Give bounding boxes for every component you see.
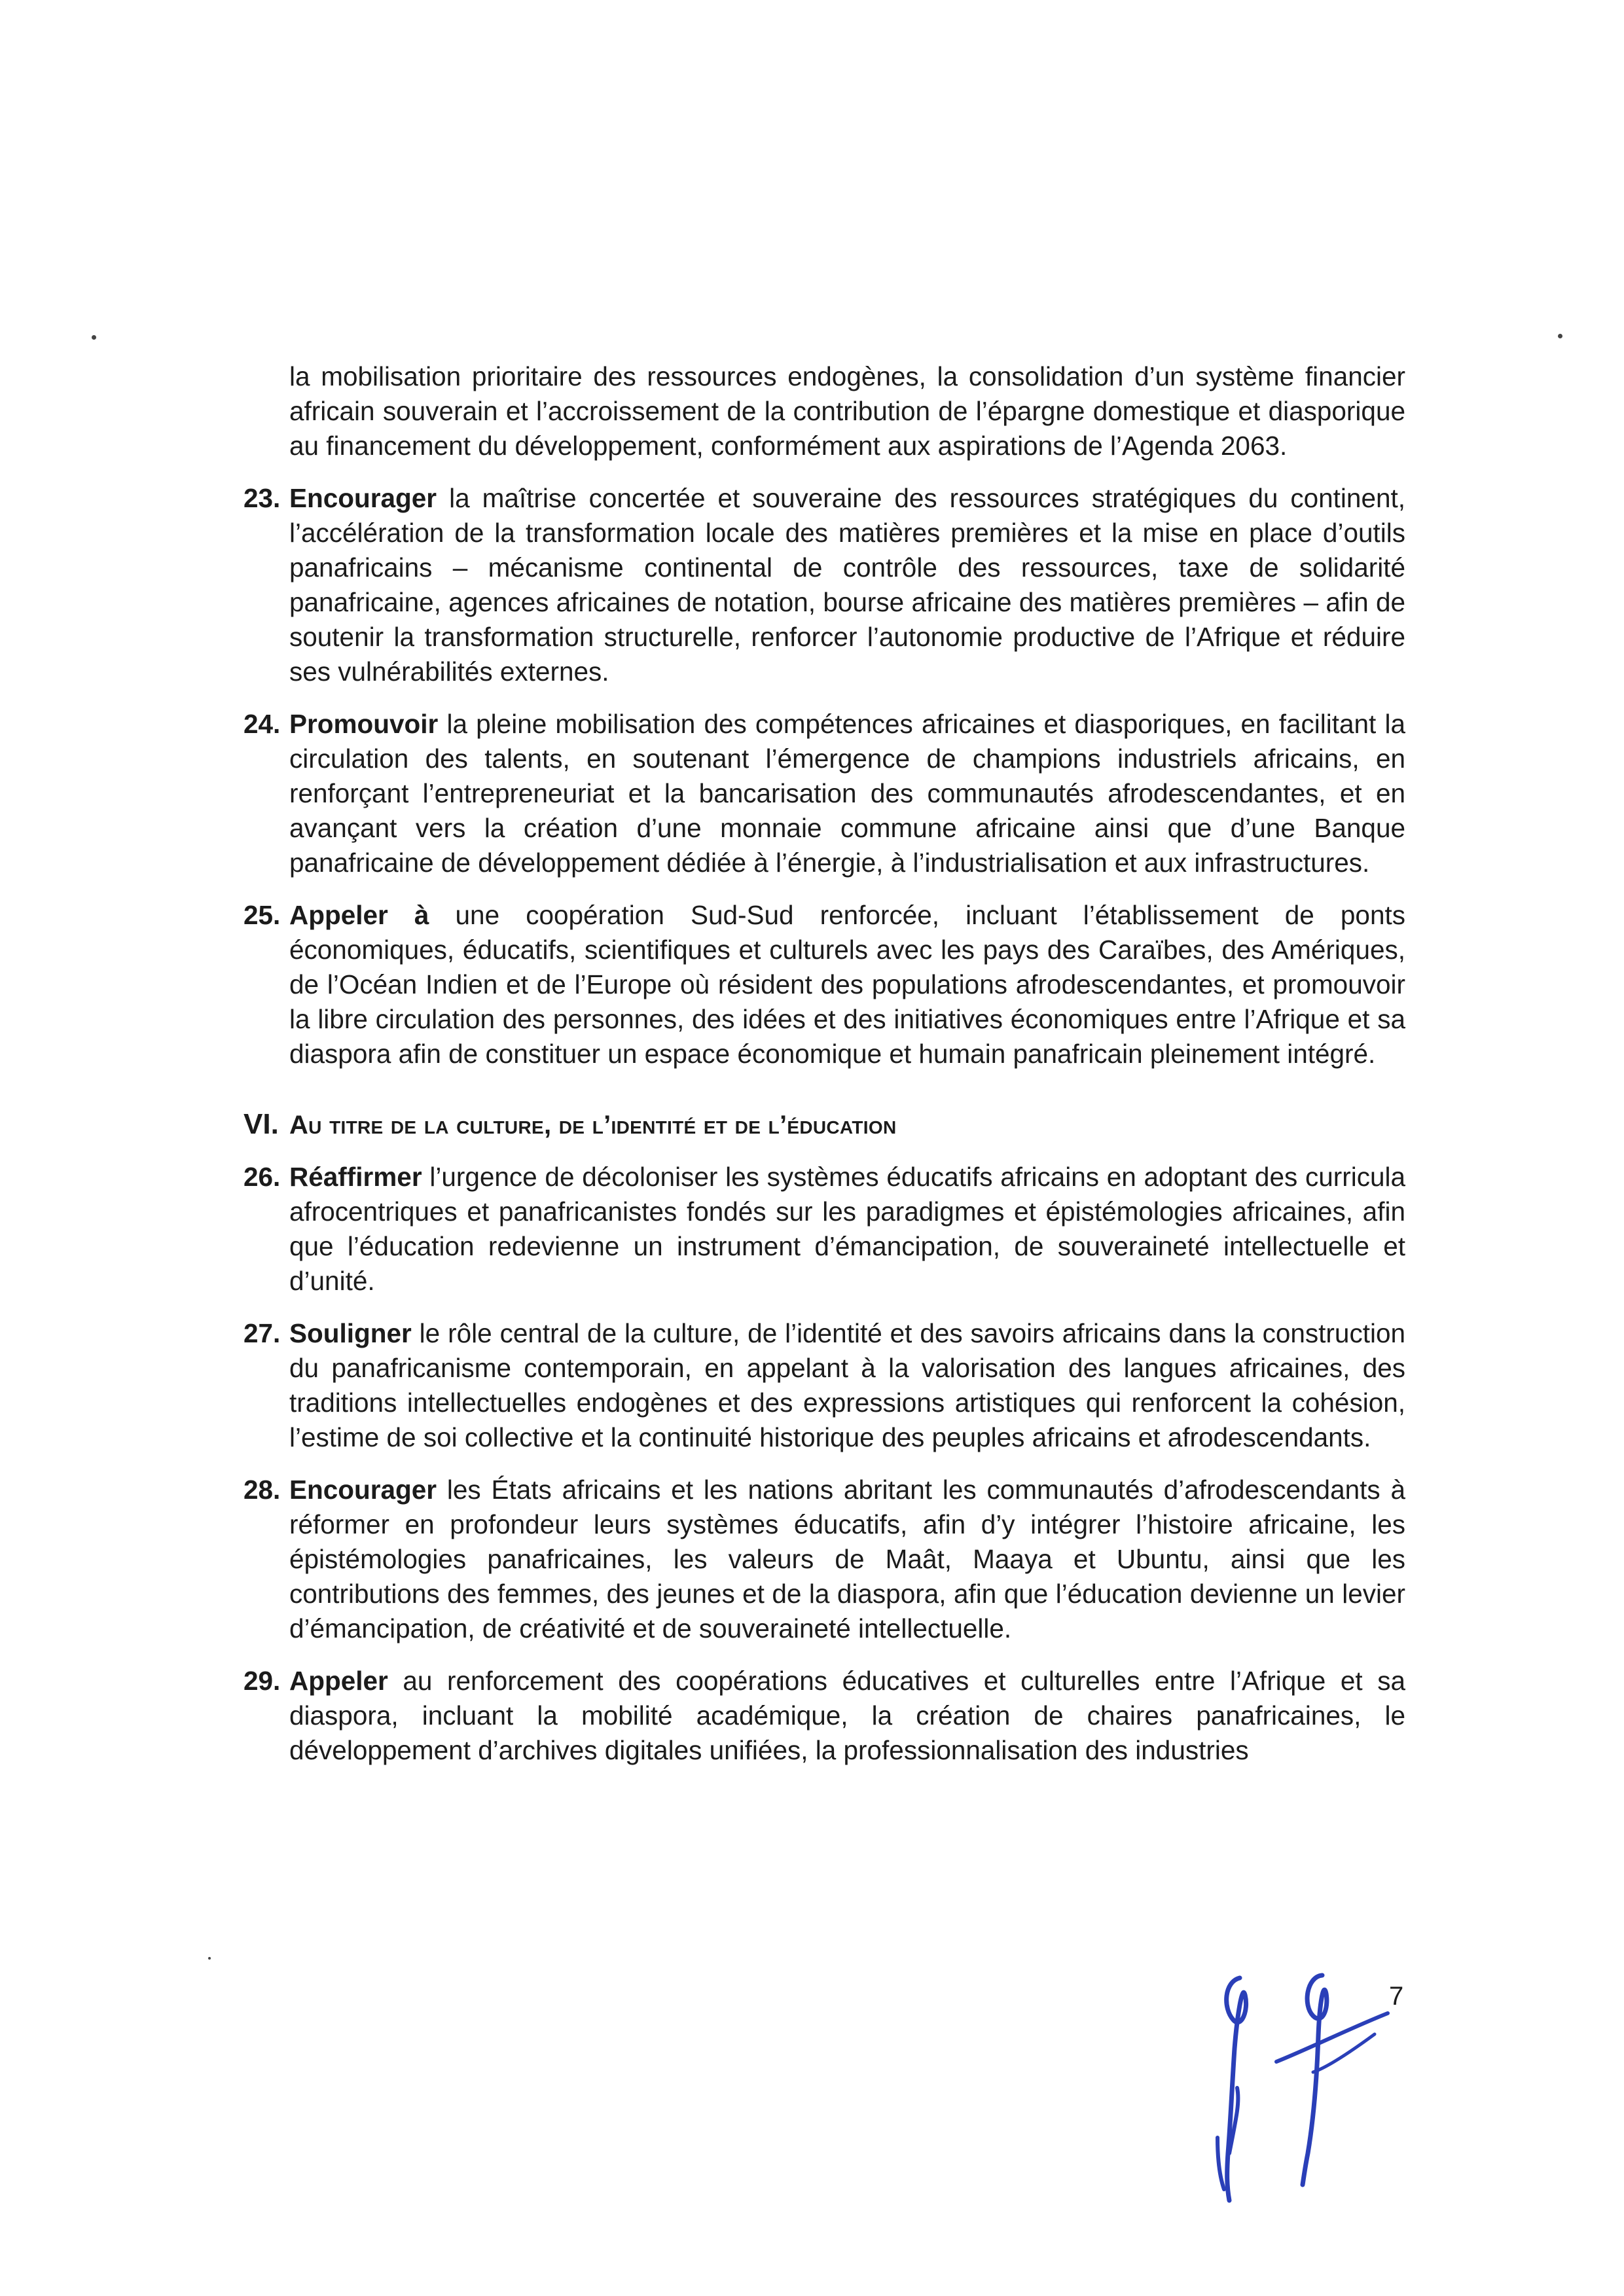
- numbered-item-25: [244, 898, 1405, 1071]
- item-text: [289, 1160, 1405, 1299]
- item-verb: Encourager: [289, 482, 437, 513]
- numbered-item-28: [244, 1473, 1405, 1646]
- item-text: [289, 1664, 1405, 1768]
- item-text: [289, 707, 1405, 880]
- item-verb: Réaffirmer: [289, 1161, 422, 1192]
- numbered-item-29: [244, 1664, 1405, 1768]
- item-number: 27.: [244, 1318, 281, 1348]
- item-content: la pleine mobilisation des compétences africaines et diasporiques, en facilitant la circulation des talents, en soutenant l’émergence de champions industriels africains, en renforçant l’entrepreneuriat et la bancarisation des communautés afrodescendantes, et en avançant vers la création d’une monnaie commune africaine ainsi que d’une Banque panafricaine de développement dédiée à l’énergie, à l’industrialisation et aux infrastructures.: [289, 708, 1405, 878]
- numbered-item-23: [244, 481, 1405, 689]
- item-text: [289, 1316, 1405, 1455]
- item-content: les États africains et les nations abritant les communautés d’afrodescendants à réformer en profondeur leurs systèmes éducatifs, afin d’y intégrer l’histoire africaine, les épistémologies panafricaines, les valeurs de Maât, Maaya et Ubuntu, ainsi que les contributions des femmes, des jeunes et de la diaspora, afin que l’éducation devienne un levier d’émancipation, de créativité et de souveraineté intellectuelle.: [289, 1474, 1405, 1643]
- scan-mark-bottom-left: [208, 1957, 211, 1960]
- item-content: une coopération Sud-Sud renforcée, incluant l’établissement de ponts économiques, éducatifs, scientifiques et culturels avec les pays des Caraïbes, des Amériques, de l’Océan Indien et de l’Europe où résident des populations afrodescendantes, et promouvoir la libre circulation des personnes, des idées et des initiatives économiques entre l’Afrique et sa diaspora afin de constituer un espace économique et humain panafricain pleinement intégré.: [289, 899, 1405, 1069]
- item-verb: Appeler: [289, 1665, 388, 1696]
- item-text: [289, 481, 1405, 689]
- scan-mark-right: [1558, 334, 1562, 338]
- section-title: Au titre de la culture, de l’identité et de l’éducation: [289, 1110, 897, 1139]
- item-text: [289, 898, 1405, 1071]
- item-number: 24.: [244, 708, 281, 739]
- item-number: 23.: [244, 482, 281, 513]
- numbered-item-27: [244, 1316, 1405, 1455]
- item-verb: Appeler à: [289, 899, 429, 930]
- scan-mark-left: [92, 335, 96, 340]
- signature-strokes: [1218, 1975, 1388, 2200]
- item-number: 25.: [244, 899, 281, 930]
- document-body: [244, 332, 1405, 1785]
- page-number: 7: [1389, 1982, 1404, 2011]
- item-content: l’urgence de décoloniser les systèmes éducatifs africains en adoptant des curricula afrocentriques et panafricanistes fondés sur les paradigmes et épistémologies africaines, afin que l’éducation redevienne un instrument d’émancipation, de souveraineté intellectuelle et d’unité.: [289, 1161, 1405, 1296]
- handwritten-signature: [1198, 1957, 1394, 2219]
- item-text: [289, 1473, 1405, 1646]
- numbered-item-26: [244, 1160, 1405, 1299]
- item-verb: Promouvoir: [289, 708, 439, 739]
- item-content: le rôle central de la culture, de l’identité et des savoirs africains dans la construction du panafricanisme contemporain, en appelant à la valorisation des langues africaines, des traditions intellectuelles endogènes et des expressions artistiques qui renforcent la cohésion, l’estime de soi collective et la continuité historique des peuples africains et afrodescendants.: [289, 1318, 1405, 1452]
- section-number: VI.: [244, 1107, 279, 1140]
- item-content: au renforcement des coopérations éducatives et culturelles entre l’Afrique et sa diaspora, incluant la mobilité académique, la création de chaires panafricaines, le développement d’archives digitales unifiées, la professionnalisation des industries: [289, 1665, 1405, 1765]
- items-list-culture: [244, 1160, 1405, 1768]
- item-number: 28.: [244, 1474, 281, 1505]
- item-verb: Souligner: [289, 1318, 412, 1348]
- continued-paragraph: la mobilisation prioritaire des ressources endogènes, la consolidation d’un système financier africain souverain et l’accroissement de la contribution de l’épargne domestique et diasporique au financement du développement, conformément aux aspirations de l’Agenda 2063.: [289, 361, 1405, 461]
- section-heading: [244, 1107, 1405, 1143]
- items-list-economic: [244, 481, 1405, 1071]
- item-verb: Encourager: [289, 1474, 437, 1505]
- item-number: 26.: [244, 1161, 281, 1192]
- item-number: 29.: [244, 1665, 281, 1696]
- numbered-item-24: [244, 707, 1405, 880]
- item-content: la maîtrise concertée et souveraine des ressources stratégiques du continent, l’accélération de la transformation locale des matières premières et la mise en place d’outils panafricains – mécanisme continental de contrôle des ressources, taxe de solidarité panafricaine, agences africaines de notation, bourse africaine des matières premières – afin de soutenir la transformation structurelle, renforcer l’autonomie productive de l’Afrique et réduire ses vulnérabilités externes.: [289, 482, 1405, 687]
